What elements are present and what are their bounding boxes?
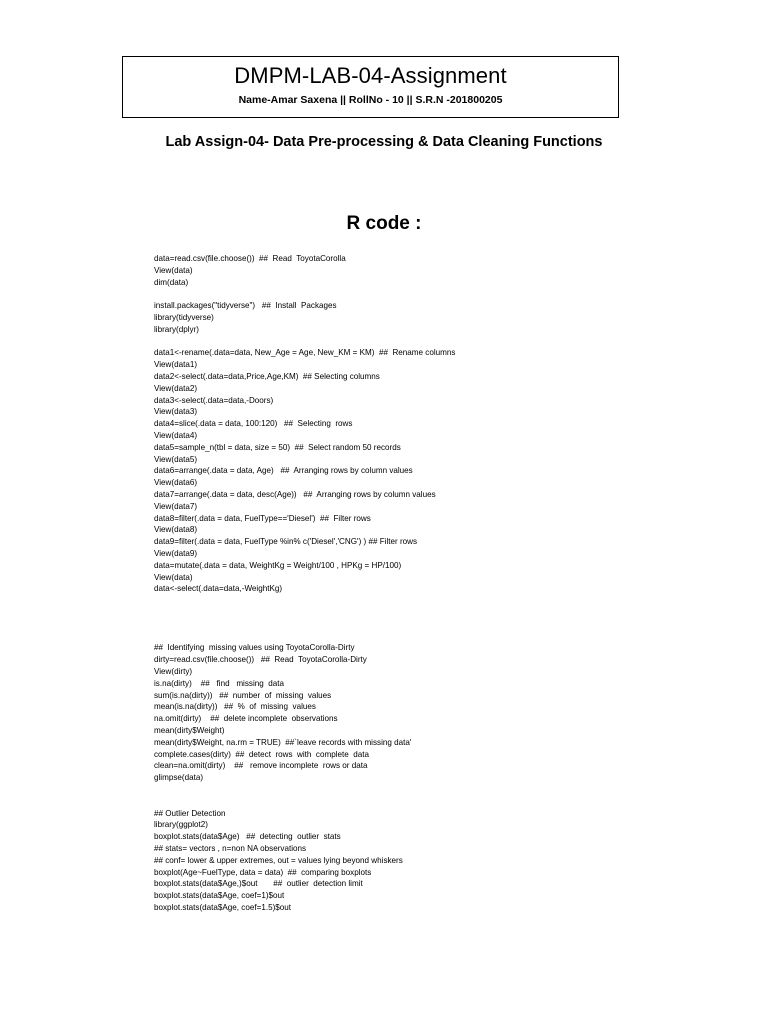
- code-line: View(data5): [154, 454, 198, 464]
- code-line: View(data6): [154, 478, 198, 488]
- code-line: View(data): [154, 572, 193, 582]
- code-line: View(data2): [154, 383, 198, 393]
- code-line: View(data9): [154, 549, 198, 558]
- code-line: sum(is.na(dirty)) ## number of missing values: [154, 690, 332, 700]
- code-line: dim(data): [154, 277, 189, 287]
- code-line: library(dplyr): [154, 324, 199, 334]
- code-line: boxplot.stats(data$Age) ## detecting outlier stats: [154, 832, 341, 842]
- code-line: boxplot.stats(data$Age,)$out ## outlier detection limit: [154, 879, 363, 889]
- code-line: is.na(dirty) ## find missing data: [154, 678, 285, 688]
- code-line: data<-select(.data=data,-WeightKg): [154, 584, 283, 594]
- code-line: View(data): [154, 265, 193, 275]
- code-line: clean=na.omit(dirty) ## remove incomplete rows or data: [154, 761, 368, 771]
- code-line: install.packages("tidyverse") ## Install Packages: [154, 301, 337, 311]
- code-line: View(data3): [154, 407, 198, 417]
- code-line: data7=arrange(.data = data, desc(Age)) ## Arranging rows by column values: [154, 490, 436, 499]
- code-line: View(data1): [154, 360, 198, 370]
- code-line: ## Identifying missing values using ToyotaCorolla-Dirty: [154, 643, 355, 653]
- code-line: data3<-select(.data=data,-Doors): [154, 395, 274, 405]
- lab-title: Lab Assign-04- Data Pre-processing & Data Cleaning Functions: [165, 134, 603, 150]
- code-line: View(data7): [154, 501, 198, 511]
- code-line: data6=arrange(.data = data, Age) ## Arranging rows by column values: [154, 466, 413, 476]
- code-line: data=mutate(.data = data, WeightKg = Weight/100 , HPKg = HP/100): [154, 560, 402, 570]
- code-line: data2<-select(.data=data,Price,Age,KM) ## Selecting columns: [154, 372, 380, 381]
- section-title: R code :: [346, 213, 422, 234]
- code-line: View(dirty): [154, 667, 193, 676]
- code-line: glimpse(data): [154, 773, 204, 783]
- code-line: library(tidyverse): [154, 313, 214, 322]
- code-line: mean(dirty$Weight, na.rm = TRUE) ##`leave records with missing data': [154, 737, 412, 747]
- code-line: View(data4): [154, 431, 198, 440]
- code-line: data1<-rename(.data=data, New_Age = Age, New_KM = KM) ## Rename columns: [154, 348, 456, 358]
- code-line: ## Outlier Detection: [154, 808, 226, 818]
- code-line: View(data8): [154, 525, 198, 535]
- code-line: data=read.csv(file.choose()) ## Read ToyotaCorolla: [154, 254, 346, 263]
- code-line: ## stats= vectors , n=non NA observations: [154, 844, 307, 853]
- code-line: data4=slice(.data = data, 100:120) ## Selecting rows: [154, 419, 353, 429]
- code-line: boxplot.stats(data$Age, coef=1.5)$out: [154, 903, 292, 912]
- author-info: Name-Amar Saxena || RollNo - 10 || S.R.N -201800205: [238, 94, 503, 106]
- code-line: data5=sample_n(tbl = data, size = 50) ## Select random 50 records: [154, 442, 401, 452]
- code-line: data9=filter(.data = data, FuelType %in% c('Diesel','CNG') ) ## Filter rows: [154, 537, 418, 547]
- code-line: complete.cases(dirty) ## detect rows with complete data: [154, 749, 370, 759]
- code-line: boxplot(Age~FuelType, data = data) ## comparing boxplots: [154, 867, 372, 877]
- code-line: na.omit(dirty) ## delete incomplete observations: [154, 714, 338, 724]
- document-title: DMPM-LAB-04-Assignment: [234, 63, 507, 88]
- code-line: dirty=read.csv(file.choose()) ## Read ToyotaCorolla-Dirty: [154, 655, 367, 665]
- code-line: library(ggplot2): [154, 820, 208, 830]
- code-line: ## conf= lower & upper extremes, out = values lying beyond whiskers: [154, 855, 403, 865]
- code-line: mean(is.na(dirty)) ## % of missing values: [154, 702, 316, 712]
- header-box: [122, 56, 619, 118]
- code-line: mean(dirty$Weight): [154, 726, 225, 735]
- code-line: data8=filter(.data = data, FuelType=='Diesel') ## Filter rows: [154, 513, 371, 523]
- code-line: boxplot.stats(data$Age, coef=1)$out: [154, 891, 285, 901]
